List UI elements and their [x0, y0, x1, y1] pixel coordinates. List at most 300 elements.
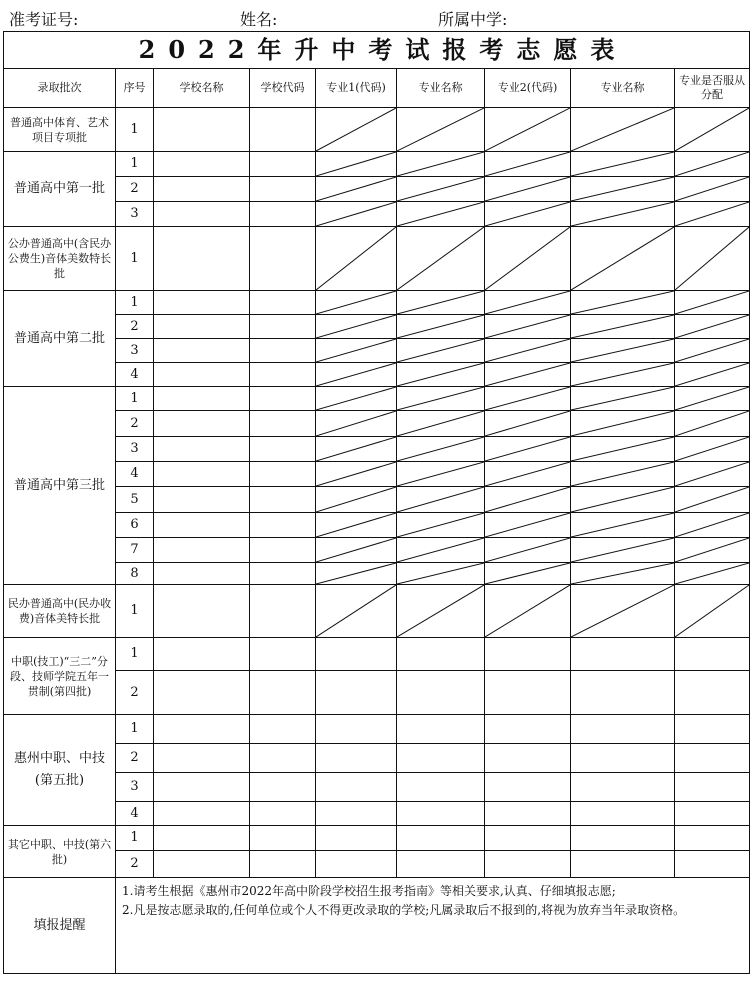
- major1-code-cell[interactable]: [316, 744, 397, 773]
- diagonal-line: [485, 315, 570, 338]
- batch-row: [4, 563, 750, 585]
- diagonal-line: [485, 462, 570, 486]
- diagonal-line: [316, 563, 396, 584]
- school-code-cell[interactable]: [250, 363, 316, 387]
- major1-name-cell[interactable]: [397, 152, 485, 177]
- major2-code-cell[interactable]: [485, 227, 571, 291]
- major1-code-cell[interactable]: [316, 487, 397, 513]
- diagonal-line: [571, 387, 674, 410]
- batch-row: [4, 715, 750, 744]
- school-code-cell[interactable]: [250, 487, 316, 513]
- school-name-cell[interactable]: [154, 202, 250, 227]
- major1-name-cell[interactable]: [397, 773, 485, 802]
- diagonal-line: [397, 227, 484, 290]
- diagonal-line: [485, 339, 570, 362]
- batch-row: [4, 291, 750, 315]
- major1-code-cell[interactable]: [316, 802, 397, 826]
- seq-number: 3: [116, 773, 154, 802]
- major2-name-cell[interactable]: [571, 715, 675, 744]
- major2-name-cell[interactable]: [571, 339, 675, 363]
- major2-code-cell[interactable]: [485, 363, 571, 387]
- major1-name-cell[interactable]: [397, 851, 485, 878]
- assign-cell[interactable]: [675, 487, 750, 513]
- batch-row: [4, 315, 750, 339]
- major1-code-cell[interactable]: [316, 387, 397, 411]
- major1-name-cell[interactable]: [397, 563, 485, 585]
- school-code-cell[interactable]: [250, 462, 316, 487]
- diagonal-line: [675, 177, 749, 201]
- school-code-cell[interactable]: [250, 773, 316, 802]
- school-name-cell[interactable]: [154, 462, 250, 487]
- school-name-cell[interactable]: [154, 152, 250, 177]
- diagonal-line: [397, 487, 484, 512]
- assign-cell[interactable]: [675, 437, 750, 462]
- seq-number: 2: [116, 411, 154, 437]
- major1-code-cell[interactable]: [316, 363, 397, 387]
- diagonal-line: [316, 487, 396, 512]
- major1-name-cell[interactable]: [397, 177, 485, 202]
- assign-cell[interactable]: [675, 671, 750, 715]
- reminder-item: 2.凡是按志愿录取的,任何单位或个人不得更改录取的学校;凡属录取后不报到的,将视为放弃当年录取资格。: [122, 903, 686, 917]
- major1-name-cell[interactable]: [397, 108, 485, 152]
- seq-number: 8: [116, 563, 154, 585]
- major2-name-cell[interactable]: [571, 291, 675, 315]
- reminder-item: 1.请考生根据《惠州市2022年高中阶段学校招生报考指南》等相关要求,认真、仔细填报志愿;: [122, 884, 616, 898]
- major2-name-cell[interactable]: [571, 363, 675, 387]
- major1-code-cell[interactable]: [316, 411, 397, 437]
- school-name-cell[interactable]: [154, 538, 250, 563]
- school-code-cell[interactable]: [250, 513, 316, 538]
- diagonal-line: [485, 411, 570, 436]
- diagonal-line: [316, 437, 396, 461]
- diagonal-line: [571, 462, 674, 486]
- diagonal-line: [397, 462, 484, 486]
- major2-code-cell[interactable]: [485, 487, 571, 513]
- diagonal-line: [316, 291, 396, 314]
- major2-code-cell[interactable]: [485, 671, 571, 715]
- school-code-cell[interactable]: [250, 744, 316, 773]
- diagonal-line: [571, 585, 674, 637]
- major1-name-cell[interactable]: [397, 826, 485, 851]
- school-name-cell[interactable]: [154, 513, 250, 538]
- reminder-label: 填报提醒: [4, 878, 116, 974]
- school-code-cell[interactable]: [250, 291, 316, 315]
- major1-name-cell[interactable]: [397, 513, 485, 538]
- major2-code-cell[interactable]: [485, 291, 571, 315]
- major1-name-cell[interactable]: [397, 437, 485, 462]
- seq-number: 2: [116, 671, 154, 715]
- school-name-cell[interactable]: [154, 437, 250, 462]
- batch-row: [4, 177, 750, 202]
- major1-code-cell[interactable]: [316, 339, 397, 363]
- assign-cell[interactable]: [675, 715, 750, 744]
- seq-number: 3: [116, 437, 154, 462]
- school-name-cell[interactable]: [154, 227, 250, 291]
- school-code-cell[interactable]: [250, 411, 316, 437]
- school-code-cell[interactable]: [250, 315, 316, 339]
- batch-row: [4, 437, 750, 462]
- school-name-cell[interactable]: [154, 802, 250, 826]
- major1-name-cell[interactable]: [397, 387, 485, 411]
- major2-code-cell[interactable]: [485, 513, 571, 538]
- major1-name-cell[interactable]: [397, 487, 485, 513]
- diagonal-line: [485, 202, 570, 226]
- major2-code-cell[interactable]: [485, 202, 571, 227]
- major2-name-cell[interactable]: [571, 851, 675, 878]
- school-code-cell[interactable]: [250, 638, 316, 671]
- major1-code-cell[interactable]: [316, 462, 397, 487]
- school-code-cell[interactable]: [250, 202, 316, 227]
- major1-code-cell[interactable]: [316, 715, 397, 744]
- major2-name-cell[interactable]: [571, 638, 675, 671]
- diagonal-line: [571, 411, 674, 436]
- major1-code-cell[interactable]: [316, 563, 397, 585]
- diagonal-line: [316, 227, 396, 290]
- batch-row: [4, 671, 750, 715]
- assign-cell[interactable]: [675, 177, 750, 202]
- major2-name-cell[interactable]: [571, 152, 675, 177]
- major1-code-cell[interactable]: [316, 227, 397, 291]
- major2-name-cell[interactable]: [571, 773, 675, 802]
- school-name-cell[interactable]: [154, 387, 250, 411]
- batch-label: 其它中职、中技(第六批): [4, 826, 116, 878]
- assign-cell[interactable]: [675, 152, 750, 177]
- major1-name-cell[interactable]: [397, 638, 485, 671]
- major1-name-cell[interactable]: [397, 291, 485, 315]
- school-name-cell[interactable]: [154, 744, 250, 773]
- assign-cell[interactable]: [675, 315, 750, 339]
- batch-row: [4, 802, 750, 826]
- diagonal-line: [675, 513, 749, 537]
- school-name-cell[interactable]: [154, 339, 250, 363]
- reminder-text: [116, 878, 750, 974]
- batch-label: 普通高中第一批: [4, 152, 116, 227]
- batch-row: [4, 387, 750, 411]
- col-header-school-code: 学校代码: [250, 69, 316, 108]
- major2-name-cell[interactable]: [571, 487, 675, 513]
- major1-name-cell[interactable]: [397, 802, 485, 826]
- school-label: 所属中学:: [438, 10, 508, 29]
- diagonal-line: [485, 108, 570, 151]
- diagonal-line: [571, 152, 674, 176]
- col-header-major2-name: 专业名称: [571, 69, 675, 108]
- assign-cell[interactable]: [675, 851, 750, 878]
- assign-cell[interactable]: [675, 802, 750, 826]
- diagonal-line: [397, 177, 484, 201]
- major1-code-cell[interactable]: [316, 513, 397, 538]
- major2-code-cell[interactable]: [485, 462, 571, 487]
- major2-code-cell[interactable]: [485, 851, 571, 878]
- diagonal-line: [571, 291, 674, 314]
- assign-cell[interactable]: [675, 826, 750, 851]
- school-name-cell[interactable]: [154, 177, 250, 202]
- school-name-cell[interactable]: [154, 363, 250, 387]
- diagonal-line: [316, 387, 396, 410]
- seq-number: 4: [116, 802, 154, 826]
- major2-name-cell[interactable]: [571, 108, 675, 152]
- diagonal-line: [316, 152, 396, 176]
- major1-code-cell[interactable]: [316, 538, 397, 563]
- batch-row: [4, 152, 750, 177]
- batch-label: 中职(技工)“三二”分段、技师学院五年一贯制(第四批): [4, 638, 116, 715]
- major2-code-cell[interactable]: [485, 638, 571, 671]
- application-table: [3, 31, 750, 974]
- major1-code-cell[interactable]: [316, 638, 397, 671]
- major1-name-cell[interactable]: [397, 363, 485, 387]
- major1-name-cell[interactable]: [397, 339, 485, 363]
- seq-number: 1: [116, 108, 154, 152]
- major2-code-cell[interactable]: [485, 744, 571, 773]
- assign-cell[interactable]: [675, 227, 750, 291]
- major2-name-cell[interactable]: [571, 563, 675, 585]
- school-code-cell[interactable]: [250, 671, 316, 715]
- school-code-cell[interactable]: [250, 563, 316, 585]
- seq-number: 1: [116, 227, 154, 291]
- major2-code-cell[interactable]: [485, 437, 571, 462]
- school-name-cell[interactable]: [154, 585, 250, 638]
- major1-name-cell[interactable]: [397, 538, 485, 563]
- batch-label: 普通高中第二批: [4, 291, 116, 387]
- diagonal-line: [485, 437, 570, 461]
- major2-code-cell[interactable]: [485, 411, 571, 437]
- school-code-cell[interactable]: [250, 802, 316, 826]
- major1-code-cell[interactable]: [316, 177, 397, 202]
- school-name-cell[interactable]: [154, 638, 250, 671]
- major1-name-cell[interactable]: [397, 411, 485, 437]
- diagonal-line: [316, 363, 396, 386]
- diagonal-line: [485, 487, 570, 512]
- diagonal-line: [675, 291, 749, 314]
- diagonal-line: [485, 538, 570, 562]
- assign-cell[interactable]: [675, 291, 750, 315]
- diagonal-line: [316, 538, 396, 562]
- assign-cell[interactable]: [675, 202, 750, 227]
- major2-code-cell[interactable]: [485, 315, 571, 339]
- batch-row: [4, 851, 750, 878]
- major2-name-cell[interactable]: [571, 802, 675, 826]
- seq-number: 2: [116, 744, 154, 773]
- diagonal-line: [485, 152, 570, 176]
- assign-cell[interactable]: [675, 773, 750, 802]
- major2-code-cell[interactable]: [485, 826, 571, 851]
- school-code-cell[interactable]: [250, 715, 316, 744]
- diagonal-line: [316, 513, 396, 537]
- diagonal-line: [397, 563, 484, 584]
- major1-code-cell[interactable]: [316, 315, 397, 339]
- seq-number: 1: [116, 387, 154, 411]
- diagonal-line: [571, 363, 674, 386]
- assign-cell[interactable]: [675, 339, 750, 363]
- assign-cell[interactable]: [675, 411, 750, 437]
- assign-cell[interactable]: [675, 387, 750, 411]
- major2-name-cell[interactable]: [571, 462, 675, 487]
- major2-name-cell[interactable]: [571, 513, 675, 538]
- seq-number: 1: [116, 152, 154, 177]
- major2-name-cell[interactable]: [571, 826, 675, 851]
- school-name-cell[interactable]: [154, 563, 250, 585]
- school-code-cell[interactable]: [250, 538, 316, 563]
- seq-number: 5: [116, 487, 154, 513]
- diagonal-line: [397, 363, 484, 386]
- major2-name-cell[interactable]: [571, 227, 675, 291]
- major1-code-cell[interactable]: [316, 585, 397, 638]
- assign-cell[interactable]: [675, 563, 750, 585]
- reminder-row: [4, 878, 750, 974]
- major2-code-cell[interactable]: [485, 563, 571, 585]
- school-code-cell[interactable]: [250, 177, 316, 202]
- major1-name-cell[interactable]: [397, 715, 485, 744]
- diagonal-line: [316, 202, 396, 226]
- diagonal-line: [485, 227, 570, 290]
- major1-name-cell[interactable]: [397, 671, 485, 715]
- school-code-cell[interactable]: [250, 585, 316, 638]
- column-header-row: [4, 69, 750, 108]
- assign-cell[interactable]: [675, 108, 750, 152]
- major2-code-cell[interactable]: [485, 387, 571, 411]
- diagonal-line: [485, 513, 570, 537]
- school-name-cell[interactable]: [154, 108, 250, 152]
- diagonal-line: [675, 411, 749, 436]
- school-code-cell[interactable]: [250, 437, 316, 462]
- major2-code-cell[interactable]: [485, 339, 571, 363]
- assign-cell[interactable]: [675, 513, 750, 538]
- major2-code-cell[interactable]: [485, 108, 571, 152]
- seq-number: 4: [116, 363, 154, 387]
- school-name-cell[interactable]: [154, 291, 250, 315]
- diagonal-line: [675, 315, 749, 338]
- assign-cell[interactable]: [675, 363, 750, 387]
- major2-code-cell[interactable]: [485, 538, 571, 563]
- diagonal-line: [485, 585, 570, 637]
- diagonal-line: [485, 387, 570, 410]
- school-name-cell[interactable]: [154, 487, 250, 513]
- diagonal-line: [485, 177, 570, 201]
- school-name-cell[interactable]: [154, 671, 250, 715]
- major2-name-cell[interactable]: [571, 585, 675, 638]
- school-name-cell[interactable]: [154, 715, 250, 744]
- major1-code-cell[interactable]: [316, 437, 397, 462]
- diagonal-line: [571, 437, 674, 461]
- school-code-cell[interactable]: [250, 227, 316, 291]
- school-name-cell[interactable]: [154, 411, 250, 437]
- batch-row: [4, 773, 750, 802]
- major2-name-cell[interactable]: [571, 202, 675, 227]
- school-code-cell[interactable]: [250, 826, 316, 851]
- diagonal-line: [675, 363, 749, 386]
- diagonal-line: [675, 202, 749, 226]
- major1-code-cell[interactable]: [316, 773, 397, 802]
- major1-code-cell[interactable]: [316, 152, 397, 177]
- assign-cell[interactable]: [675, 462, 750, 487]
- diagonal-line: [397, 538, 484, 562]
- diagonal-line: [675, 487, 749, 512]
- assign-cell[interactable]: [675, 585, 750, 638]
- school-name-cell[interactable]: [154, 826, 250, 851]
- major2-name-cell[interactable]: [571, 411, 675, 437]
- major1-name-cell[interactable]: [397, 227, 485, 291]
- batch-row: [4, 744, 750, 773]
- major2-name-cell[interactable]: [571, 437, 675, 462]
- diagonal-line: [675, 563, 749, 584]
- assign-cell[interactable]: [675, 538, 750, 563]
- batch-row: [4, 638, 750, 671]
- diagonal-line: [571, 177, 674, 201]
- diagonal-line: [485, 291, 570, 314]
- diagonal-line: [397, 437, 484, 461]
- major2-code-cell[interactable]: [485, 177, 571, 202]
- major2-code-cell[interactable]: [485, 773, 571, 802]
- school-code-cell[interactable]: [250, 152, 316, 177]
- diagonal-line: [675, 108, 749, 151]
- diagonal-line: [316, 411, 396, 436]
- major2-name-cell[interactable]: [571, 671, 675, 715]
- diagonal-line: [316, 585, 396, 637]
- batch-label: 公办普通高中(含民办公费生)音体美数特长批: [4, 227, 116, 291]
- major2-name-cell[interactable]: [571, 387, 675, 411]
- major1-code-cell[interactable]: [316, 671, 397, 715]
- major1-code-cell[interactable]: [316, 826, 397, 851]
- major2-code-cell[interactable]: [485, 152, 571, 177]
- major2-code-cell[interactable]: [485, 585, 571, 638]
- form-header: [0, 4, 752, 30]
- diagonal-line: [397, 513, 484, 537]
- seq-number: 1: [116, 826, 154, 851]
- school-code-cell[interactable]: [250, 108, 316, 152]
- batch-row: [4, 462, 750, 487]
- major1-code-cell[interactable]: [316, 202, 397, 227]
- col-header-assign: 专业是否服从分配: [675, 69, 750, 108]
- batch-row: [4, 826, 750, 851]
- assign-cell[interactable]: [675, 638, 750, 671]
- school-name-cell[interactable]: [154, 315, 250, 339]
- school-name-cell[interactable]: [154, 773, 250, 802]
- major2-name-cell[interactable]: [571, 744, 675, 773]
- major1-code-cell[interactable]: [316, 851, 397, 878]
- diagonal-line: [397, 387, 484, 410]
- school-code-cell[interactable]: [250, 851, 316, 878]
- col-header-major1: 专业1(代码): [316, 69, 397, 108]
- major1-code-cell[interactable]: [316, 291, 397, 315]
- diagonal-line: [485, 363, 570, 386]
- diagonal-line: [397, 411, 484, 436]
- school-code-cell[interactable]: [250, 387, 316, 411]
- major1-name-cell[interactable]: [397, 585, 485, 638]
- diagonal-line: [571, 108, 674, 151]
- seq-number: 2: [116, 315, 154, 339]
- major2-name-cell[interactable]: [571, 538, 675, 563]
- seq-number: 1: [116, 585, 154, 638]
- major1-name-cell[interactable]: [397, 462, 485, 487]
- school-code-cell[interactable]: [250, 339, 316, 363]
- major1-code-cell[interactable]: [316, 108, 397, 152]
- major1-name-cell[interactable]: [397, 315, 485, 339]
- seq-number: 1: [116, 715, 154, 744]
- major1-name-cell[interactable]: [397, 202, 485, 227]
- seq-number: 2: [116, 851, 154, 878]
- diagonal-line: [397, 585, 484, 637]
- major2-name-cell[interactable]: [571, 177, 675, 202]
- school-name-cell[interactable]: [154, 851, 250, 878]
- major1-name-cell[interactable]: [397, 744, 485, 773]
- batch-row: [4, 339, 750, 363]
- major2-code-cell[interactable]: [485, 715, 571, 744]
- assign-cell[interactable]: [675, 744, 750, 773]
- major2-name-cell[interactable]: [571, 315, 675, 339]
- batch-row: [4, 202, 750, 227]
- major2-code-cell[interactable]: [485, 802, 571, 826]
- diagonal-line: [571, 487, 674, 512]
- col-header-batch: 录取批次: [4, 69, 116, 108]
